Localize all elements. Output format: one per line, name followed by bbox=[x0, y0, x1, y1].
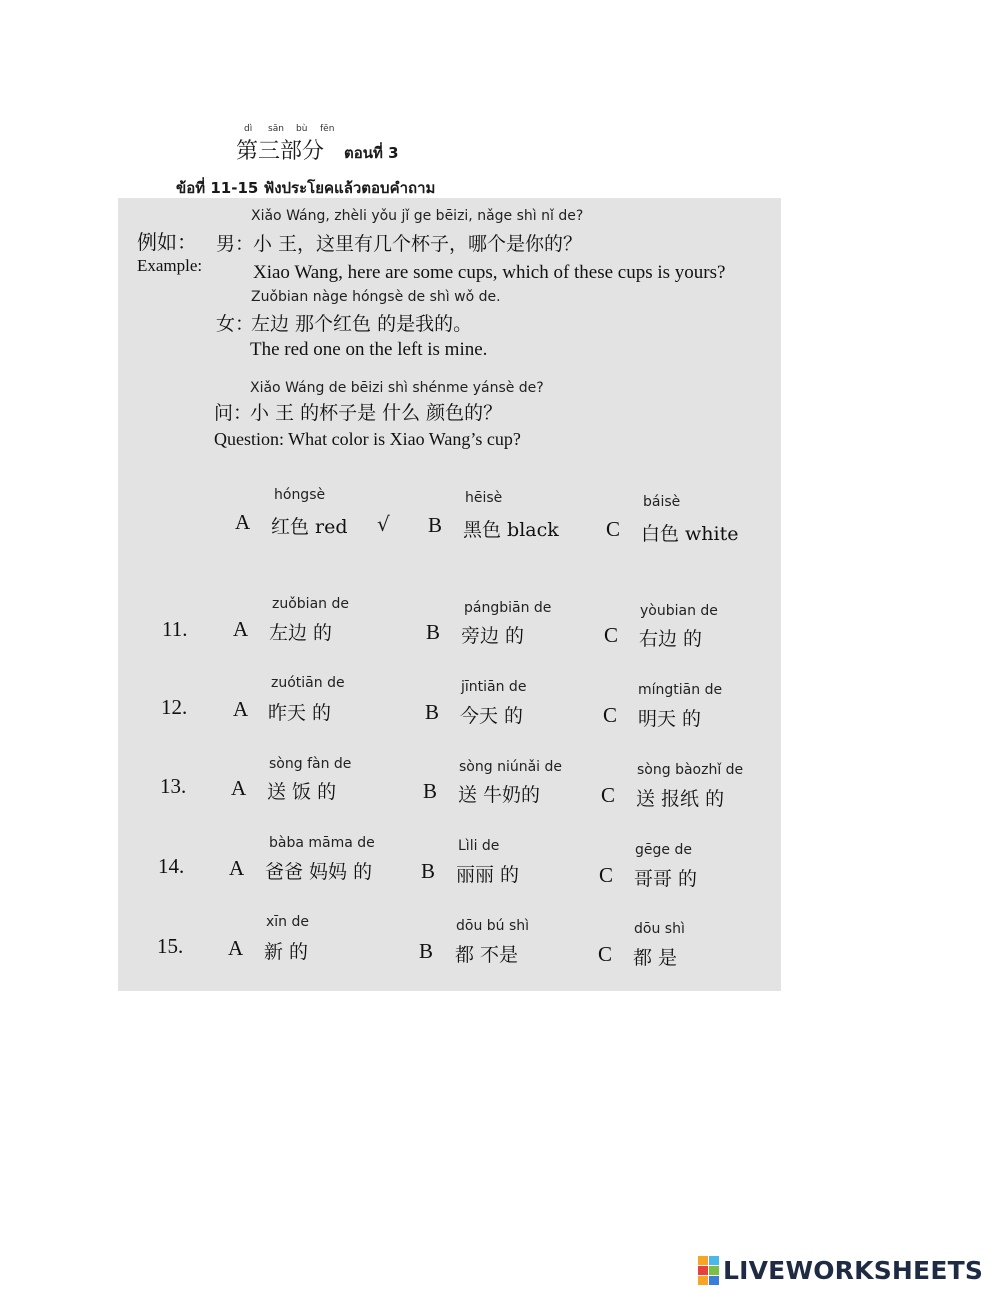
example-option-c-text: 白色 white bbox=[641, 523, 739, 545]
option-b-letter[interactable]: B bbox=[426, 620, 441, 644]
option-a-letter[interactable]: A bbox=[228, 936, 244, 960]
option-b-text: 丽丽 的 bbox=[456, 864, 520, 886]
example-option-a-pinyin: hóngsè bbox=[274, 487, 326, 503]
woman-pinyin: Zuǒbian nàge hóngsè de shì wǒ de. bbox=[251, 289, 501, 305]
logo-square bbox=[698, 1256, 708, 1265]
woman-sentence-cn: 左边 那个红色 的是我的。 bbox=[251, 313, 473, 335]
option-b-text: 今天 的 bbox=[460, 705, 524, 727]
option-a-pinyin: zuǒbian de bbox=[272, 596, 349, 612]
question-number: 15. bbox=[157, 934, 184, 958]
option-c-pinyin: sòng bàozhǐ de bbox=[637, 762, 744, 778]
option-c-text: 明天 的 bbox=[638, 708, 702, 730]
option-c-letter[interactable]: C bbox=[604, 623, 619, 647]
option-b-pinyin: jīntiān de bbox=[461, 679, 527, 695]
option-c-letter[interactable]: C bbox=[601, 783, 616, 807]
option-a-pinyin: zuótiān de bbox=[271, 675, 345, 691]
option-a-pinyin: bàba māma de bbox=[269, 835, 375, 851]
option-a-text: 送 饭 的 bbox=[267, 781, 337, 803]
question-sentence-cn: 小 王 的杯子是 什么 颜色的？ bbox=[250, 402, 503, 424]
example-option-b-pinyin: hēisè bbox=[465, 490, 503, 506]
example-option-b-text: 黑色 black bbox=[463, 519, 559, 541]
option-c-letter[interactable]: C bbox=[603, 703, 618, 727]
option-b-text: 都 不是 bbox=[455, 944, 519, 966]
man-speaker: 男： bbox=[216, 233, 255, 255]
pinyin-di: dì bbox=[244, 124, 253, 134]
logo-square bbox=[698, 1276, 708, 1285]
logo-square bbox=[709, 1276, 719, 1285]
option-c-pinyin: yòubian de bbox=[640, 603, 718, 619]
option-a-text: 昨天 的 bbox=[268, 702, 332, 724]
option-a-text: 爸爸 妈妈 的 bbox=[265, 861, 373, 883]
logo-mark-icon bbox=[698, 1256, 719, 1285]
option-b-text: 旁边 的 bbox=[461, 625, 525, 647]
option-a-letter[interactable]: A bbox=[231, 776, 247, 800]
option-a-letter[interactable]: A bbox=[233, 617, 249, 641]
example-option-a-text: 红色 red bbox=[271, 516, 348, 538]
option-c-text: 都 是 bbox=[633, 947, 678, 969]
logo-text: LIVEWORKSHEETS bbox=[723, 1255, 984, 1285]
example-option-a-letter: A bbox=[235, 510, 251, 534]
option-b-text: 送 牛奶的 bbox=[458, 784, 541, 806]
question-pinyin: Xiǎo Wáng de bēizi shì shénme yánsè de? bbox=[250, 380, 544, 396]
option-a-pinyin: xīn de bbox=[266, 914, 309, 930]
option-a-pinyin: sòng fàn de bbox=[269, 756, 352, 772]
option-c-letter[interactable]: C bbox=[598, 942, 613, 966]
option-b-pinyin: sòng niúnǎi de bbox=[459, 759, 562, 775]
example-label-cn: 例如： bbox=[137, 230, 197, 254]
logo-square bbox=[698, 1266, 708, 1275]
option-c-pinyin: dōu shì bbox=[634, 921, 685, 937]
instruction-text: ข้อที่ 11-15 ฟังประโยคแล้วตอบคำถาม bbox=[176, 179, 436, 197]
option-c-pinyin: gēge de bbox=[635, 842, 692, 858]
question-sentence-en: Question: What color is Xiao Wang’s cup? bbox=[214, 429, 521, 449]
example-option-c-letter: C bbox=[606, 517, 621, 541]
option-a-text: 左边 的 bbox=[269, 622, 333, 644]
example-label-en: Example: bbox=[137, 256, 203, 275]
pinyin-fen: fēn bbox=[320, 124, 335, 134]
logo-square bbox=[709, 1256, 719, 1265]
option-b-pinyin: pángbiān de bbox=[464, 600, 552, 616]
logo-square bbox=[709, 1266, 719, 1275]
option-a-text: 新 的 bbox=[264, 941, 309, 963]
liveworksheets-logo bbox=[698, 1255, 983, 1285]
pinyin-bu: bù bbox=[296, 124, 308, 134]
man-sentence-cn: 小 王，这里有几个杯子，哪个是你的？ bbox=[253, 233, 583, 255]
woman-speaker: 女： bbox=[216, 313, 255, 335]
option-c-text: 哥哥 的 bbox=[634, 868, 698, 890]
option-b-letter[interactable]: B bbox=[423, 779, 438, 803]
question-number: 13. bbox=[160, 774, 187, 798]
option-a-letter[interactable]: A bbox=[229, 856, 245, 880]
option-b-letter[interactable]: B bbox=[419, 939, 434, 963]
option-b-pinyin: dōu bú shì bbox=[456, 918, 530, 934]
woman-sentence-en: The red one on the left is mine. bbox=[250, 339, 488, 360]
example-option-b-letter: B bbox=[428, 513, 443, 537]
question-number: 11. bbox=[162, 617, 188, 641]
option-b-letter[interactable]: B bbox=[425, 700, 440, 724]
pinyin-san: sān bbox=[268, 124, 284, 134]
option-c-pinyin: míngtiān de bbox=[638, 682, 723, 698]
option-a-letter[interactable]: A bbox=[233, 697, 249, 721]
question-speaker: 问： bbox=[214, 402, 253, 424]
option-b-pinyin: Lìli de bbox=[458, 838, 500, 854]
option-c-text: 右边 的 bbox=[639, 628, 703, 650]
section-title-thai: ตอนที่ 3 bbox=[344, 144, 399, 162]
question-number: 12. bbox=[161, 695, 188, 719]
man-sentence-en: Xiao Wang, here are some cups, which of these cups is yours? bbox=[253, 262, 726, 283]
question-number: 14. bbox=[158, 854, 185, 878]
example-option-c-pinyin: báisè bbox=[643, 494, 681, 510]
man-pinyin: Xiǎo Wáng, zhèli yǒu jǐ ge bēizi, nǎge shì nǐ de? bbox=[251, 208, 584, 224]
option-b-letter[interactable]: B bbox=[421, 859, 436, 883]
option-c-letter[interactable]: C bbox=[599, 863, 614, 887]
option-c-text: 送 报纸 的 bbox=[636, 788, 725, 810]
check-mark-icon: √ bbox=[377, 512, 390, 536]
section-title-cn: 第三部分 bbox=[236, 139, 325, 164]
